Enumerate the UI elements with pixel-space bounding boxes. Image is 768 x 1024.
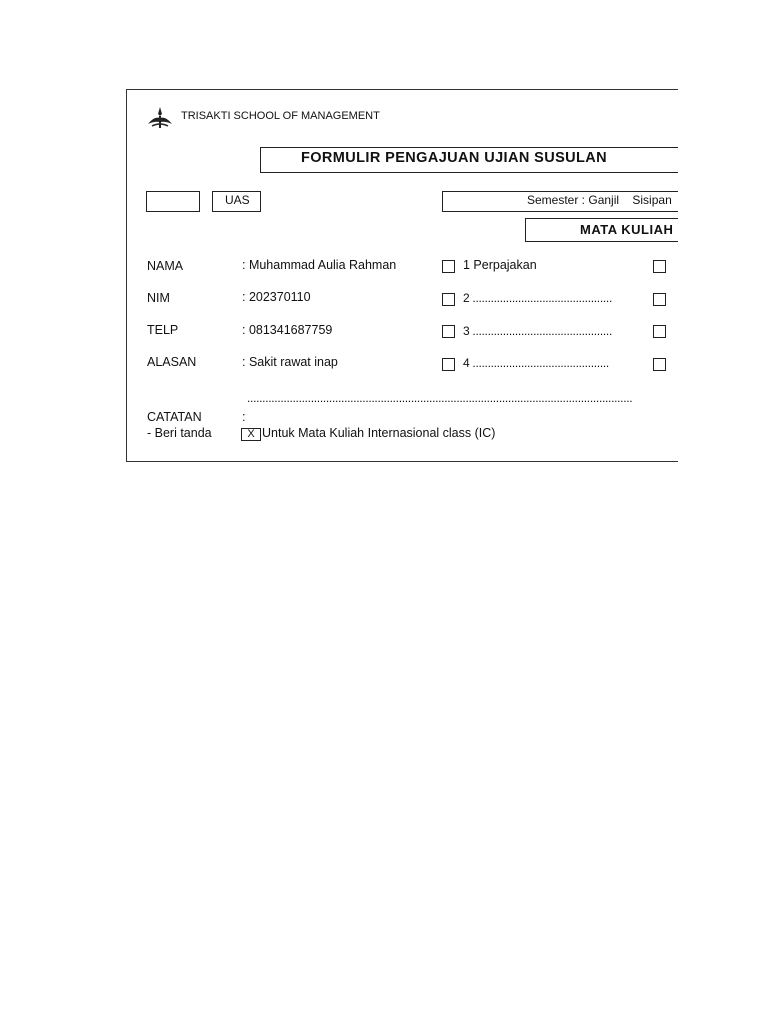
form-clip — [0, 0, 678, 470]
telp-label: TELP — [147, 323, 179, 337]
ic-note-text: Untuk Mata Kuliah Internasional class (IC) — [262, 426, 496, 440]
course-item-2: 2 .............................................. — [463, 291, 612, 305]
school-name: TRISAKTI SCHOOL OF MANAGEMENT — [181, 110, 380, 122]
semester-label — [527, 193, 672, 207]
reason-value: : Sakit rawat inap — [242, 355, 338, 369]
course-checkbox-7[interactable] — [653, 325, 666, 338]
reason-dotted-line: ............................................................................................................................... — [247, 391, 633, 405]
course-item-4: 4 ............................................. — [463, 356, 609, 370]
ic-mark-box: X — [241, 428, 261, 441]
course-item-1: 1 Perpajakan — [463, 258, 537, 272]
semester-value: Semester : Ganjil — [527, 193, 620, 207]
course-checkbox-1[interactable] — [442, 260, 455, 273]
notes-label: CATATAN — [147, 410, 202, 424]
course-checkbox-6[interactable] — [653, 293, 666, 306]
nim-label: NIM — [147, 291, 170, 305]
courses-header: MATA KULIAH — [580, 222, 674, 237]
name-value: : Muhammad Aulia Rahman — [242, 258, 397, 272]
course-checkbox-4[interactable] — [442, 358, 455, 371]
exam-type: UAS — [225, 193, 250, 207]
mark-instruction: - Beri tanda — [147, 426, 212, 440]
nim-value: : 202370110 — [242, 290, 311, 304]
course-checkbox-3[interactable] — [442, 325, 455, 338]
reason-label: ALASAN — [147, 355, 197, 369]
name-label: NAMA — [147, 259, 184, 273]
course-checkbox-8[interactable] — [653, 358, 666, 371]
notes-colon: : — [242, 410, 246, 424]
trisakti-logo-icon — [146, 106, 174, 130]
telp-value: : 081341687759 — [242, 323, 333, 337]
blank-field-box[interactable] — [146, 191, 200, 212]
course-item-3: 3 .............................................. — [463, 324, 612, 338]
form-border — [126, 89, 678, 462]
course-checkbox-5[interactable] — [653, 260, 666, 273]
form-title: FORMULIR PENGAJUAN UJIAN SUSULAN — [301, 150, 608, 166]
course-checkbox-2[interactable] — [442, 293, 455, 306]
period-value: Sisipan — [632, 193, 672, 207]
